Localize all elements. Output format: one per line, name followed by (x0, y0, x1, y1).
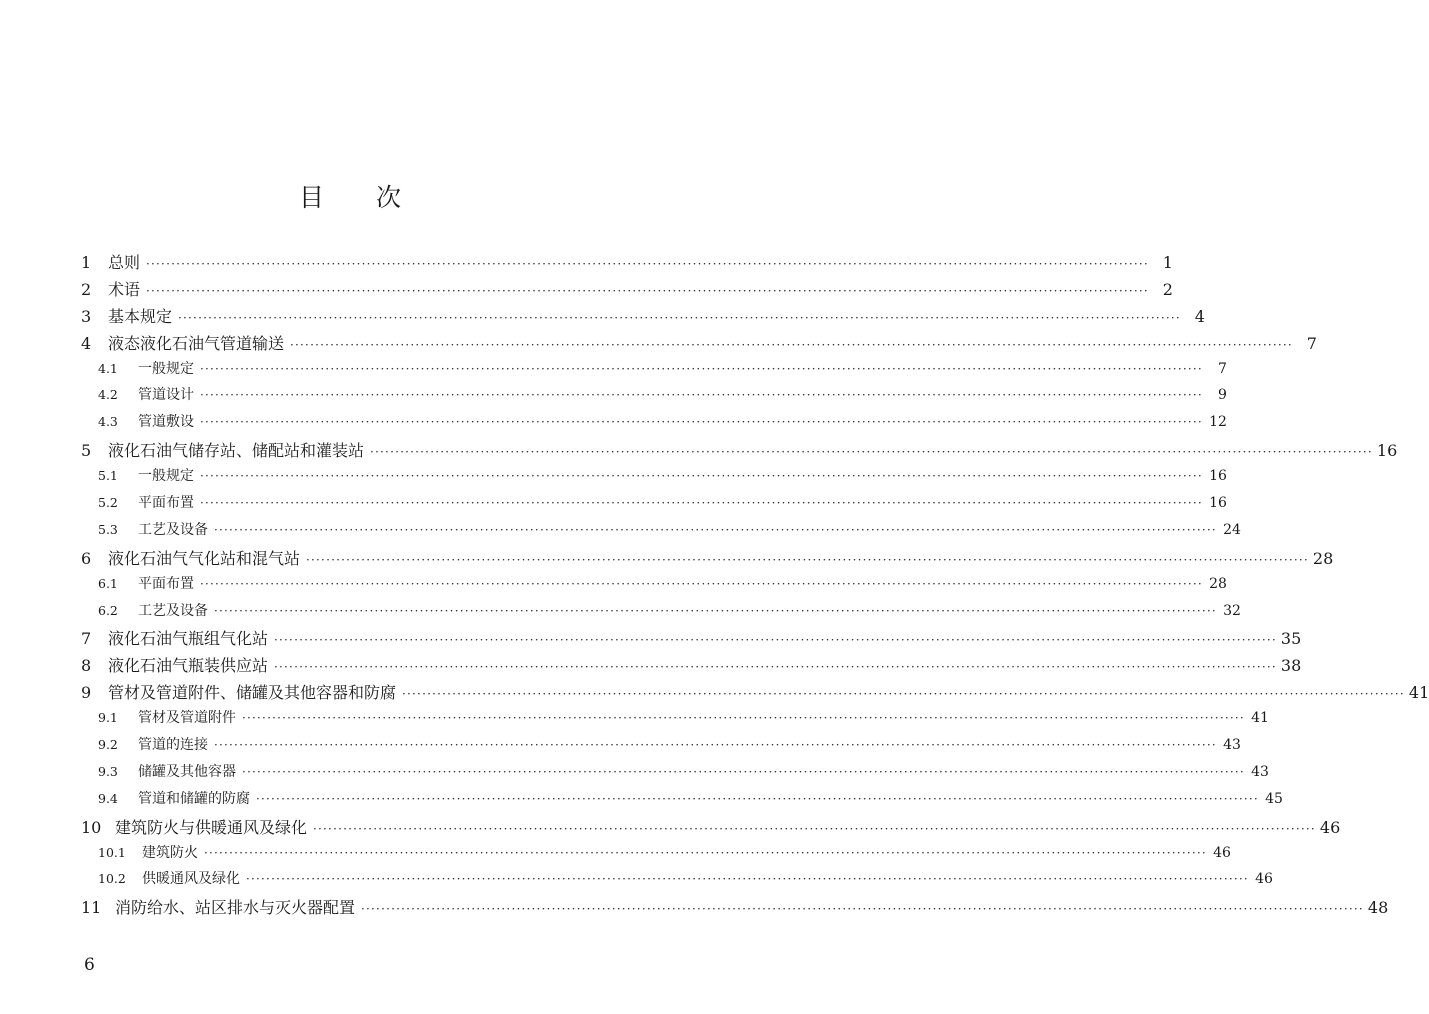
toc-entry-number: 10.2 (98, 871, 126, 887)
toc-entry-number: 6.1 (98, 575, 118, 591)
toc-section-row[interactable] (81, 358, 1227, 385)
toc-entry-title: 液化石油气气化站和混气站 (108, 548, 301, 568)
toc-chapter-row[interactable] (81, 626, 1302, 653)
toc-chapter-row[interactable] (81, 680, 1429, 707)
toc-dot-leader: ········································································································································································································ (313, 821, 1316, 836)
toc-entry-page: 28 (1209, 575, 1227, 592)
toc-dot-leader: ········································································································································································································ (242, 764, 1245, 779)
toc-entry-title: 管道和储罐的防腐 (138, 790, 250, 807)
toc-dot-leader: ········································································································································································································ (200, 415, 1203, 430)
toc-entry-number: 10.1 (98, 844, 126, 860)
toc-entry-page: 48 (1367, 898, 1389, 918)
toc-dot-leader: ········································································································································································································ (146, 283, 1149, 298)
toc-entry-page: 28 (1312, 548, 1334, 568)
toc-entry-page: 9 (1217, 387, 1227, 404)
toc-entry-page: 43 (1223, 737, 1241, 754)
table-of-contents (81, 250, 1429, 922)
toc-dot-leader: ········································································································································································································ (256, 791, 1259, 806)
toc-entry-number: 9 (81, 683, 92, 703)
toc-entry-title: 平面布置 (138, 575, 194, 592)
toc-entry-title: 工艺及设备 (138, 521, 208, 538)
toc-entry-page: 16 (1209, 495, 1227, 512)
toc-section-row[interactable] (81, 788, 1283, 815)
toc-entry-number: 8 (81, 656, 92, 676)
footer-page-number: 6 (84, 955, 95, 975)
toc-dot-leader: ········································································································································································································ (214, 738, 1217, 753)
toc-entry-title: 平面布置 (138, 495, 194, 512)
toc-entry-page: 45 (1265, 790, 1283, 807)
toc-dot-leader: ········································································································································································································ (242, 711, 1245, 726)
toc-dot-leader: ········································································································································································································ (200, 388, 1203, 403)
toc-dot-leader: ········································································································································································································ (361, 902, 1364, 917)
toc-entry-page: 4 (1194, 306, 1205, 326)
toc-entry-number: 5.3 (98, 521, 118, 537)
toc-entry-title: 管材及管道附件 (138, 710, 236, 727)
toc-section-row[interactable] (81, 842, 1231, 869)
toc-chapter-row[interactable] (81, 653, 1302, 680)
page-title-right: 次 (376, 183, 402, 212)
toc-entry-number: 5.1 (98, 468, 118, 484)
toc-entry-title: 供暖通风及绿化 (142, 871, 240, 888)
toc-entry-page: 2 (1162, 279, 1173, 299)
toc-entry-number: 11 (81, 898, 102, 918)
toc-chapter-row[interactable] (81, 815, 1341, 842)
page-title-left: 目 (298, 183, 324, 212)
toc-dot-leader: ········································································································································································································ (200, 469, 1203, 484)
toc-section-row[interactable] (81, 519, 1241, 546)
page-title (0, 178, 700, 214)
toc-section-row[interactable] (81, 707, 1269, 734)
toc-entry-page: 12 (1209, 414, 1227, 431)
toc-entry-number: 2 (81, 279, 92, 299)
toc-entry-page: 46 (1213, 844, 1231, 861)
toc-entry-number: 9.3 (98, 763, 118, 779)
toc-entry-title: 总则 (108, 253, 141, 272)
toc-chapter-row[interactable] (81, 277, 1173, 304)
toc-dot-leader: ········································································································································································································ (246, 872, 1249, 887)
toc-dot-leader: ········································································································································································································ (146, 257, 1149, 271)
toc-entry-page: 46 (1255, 871, 1273, 888)
toc-dot-leader: ········································································································································································································ (274, 660, 1277, 675)
toc-dot-leader: ········································································································································································································ (214, 522, 1217, 537)
toc-section-row[interactable] (81, 868, 1273, 895)
toc-section-row[interactable] (81, 384, 1227, 411)
toc-entry-title: 液态液化石油气管道输送 (108, 333, 285, 353)
toc-entry-title: 术语 (108, 279, 141, 299)
toc-chapter-row[interactable] (81, 546, 1334, 573)
toc-entry-title: 消防给水、站区排水与灭火器配置 (115, 898, 356, 918)
toc-section-row[interactable] (81, 761, 1269, 788)
toc-dot-leader: ········································································································································································································ (204, 845, 1207, 860)
toc-entry-number: 6.2 (98, 602, 118, 618)
toc-section-row[interactable] (81, 600, 1241, 627)
toc-dot-leader: ········································································································································································································ (214, 603, 1217, 618)
toc-entry-title: 液化石油气瓶装供应站 (108, 656, 269, 676)
toc-section-row[interactable] (81, 734, 1241, 761)
toc-entry-page: 16 (1376, 441, 1398, 461)
toc-dot-leader: ········································································································································································································ (402, 687, 1405, 702)
toc-dot-leader: ········································································································································································································ (290, 337, 1293, 352)
toc-entry-page: 32 (1223, 602, 1241, 619)
toc-entry-title: 液化石油气瓶组气化站 (108, 629, 269, 649)
toc-chapter-row[interactable] (81, 331, 1317, 358)
toc-entry-title: 管道的连接 (138, 737, 208, 754)
toc-entry-number: 9.2 (98, 737, 118, 753)
toc-entry-title: 管材及管道附件、储罐及其他容器和防腐 (108, 683, 397, 703)
toc-entry-title: 建筑防火 (142, 844, 198, 861)
toc-entry-page: 24 (1223, 521, 1241, 538)
toc-section-row[interactable] (81, 492, 1227, 519)
toc-entry-title: 储罐及其他容器 (138, 763, 236, 780)
toc-entry-page: 7 (1306, 333, 1317, 353)
toc-entry-page: 43 (1251, 763, 1269, 780)
toc-entry-title: 管道敷设 (138, 414, 194, 431)
toc-chapter-row[interactable] (81, 895, 1389, 922)
toc-entry-page: 38 (1280, 656, 1302, 676)
toc-entry-page: 7 (1217, 360, 1227, 377)
toc-chapter-row[interactable] (81, 304, 1205, 331)
toc-entry-number: 1 (81, 253, 92, 272)
toc-entry-number: 4.1 (98, 360, 118, 376)
toc-entry-page: 35 (1280, 629, 1302, 649)
toc-entry-number: 5.2 (98, 495, 118, 511)
toc-entry-title: 工艺及设备 (138, 602, 208, 619)
toc-entry-number: 5 (81, 441, 92, 461)
toc-entry-number: 7 (81, 629, 92, 649)
toc-section-row[interactable] (81, 573, 1227, 600)
toc-entry-page: 41 (1408, 683, 1429, 703)
toc-entry-page: 46 (1319, 817, 1341, 837)
toc-dot-leader: ········································································································································································································ (200, 576, 1203, 591)
toc-entry-page: 41 (1251, 710, 1269, 727)
toc-dot-leader: ········································································································································································································ (370, 445, 1373, 460)
toc-entry-title: 一般规定 (138, 468, 194, 485)
toc-section-row[interactable] (81, 465, 1227, 492)
toc-dot-leader: ········································································································································································································ (178, 310, 1181, 325)
toc-dot-leader: ········································································································································································································ (306, 552, 1309, 567)
toc-section-row[interactable] (81, 411, 1227, 438)
toc-chapter-row[interactable] (81, 250, 1173, 277)
toc-entry-number: 4 (81, 333, 92, 353)
toc-entry-number: 9.4 (98, 790, 118, 806)
toc-entry-title: 液化石油气储存站、储配站和灌装站 (108, 441, 365, 461)
toc-dot-leader: ········································································································································································································ (200, 361, 1203, 376)
toc-entry-title: 建筑防火与供暖通风及绿化 (115, 817, 308, 837)
toc-chapter-row[interactable] (81, 438, 1398, 465)
toc-entry-number: 10 (81, 817, 102, 837)
toc-entry-number: 6 (81, 548, 92, 568)
toc-entry-number: 4.2 (98, 387, 118, 403)
toc-entry-page: 16 (1209, 468, 1227, 485)
toc-entry-page: 1 (1162, 253, 1173, 272)
toc-entry-number: 3 (81, 306, 92, 326)
toc-entry-number: 4.3 (98, 414, 118, 430)
toc-entry-title: 基本规定 (108, 306, 173, 326)
toc-dot-leader: ········································································································································································································ (274, 633, 1277, 648)
toc-entry-title: 一般规定 (138, 360, 194, 377)
toc-dot-leader: ········································································································································································································ (200, 496, 1203, 511)
toc-entry-number: 9.1 (98, 710, 118, 726)
toc-entry-title: 管道设计 (138, 387, 194, 404)
